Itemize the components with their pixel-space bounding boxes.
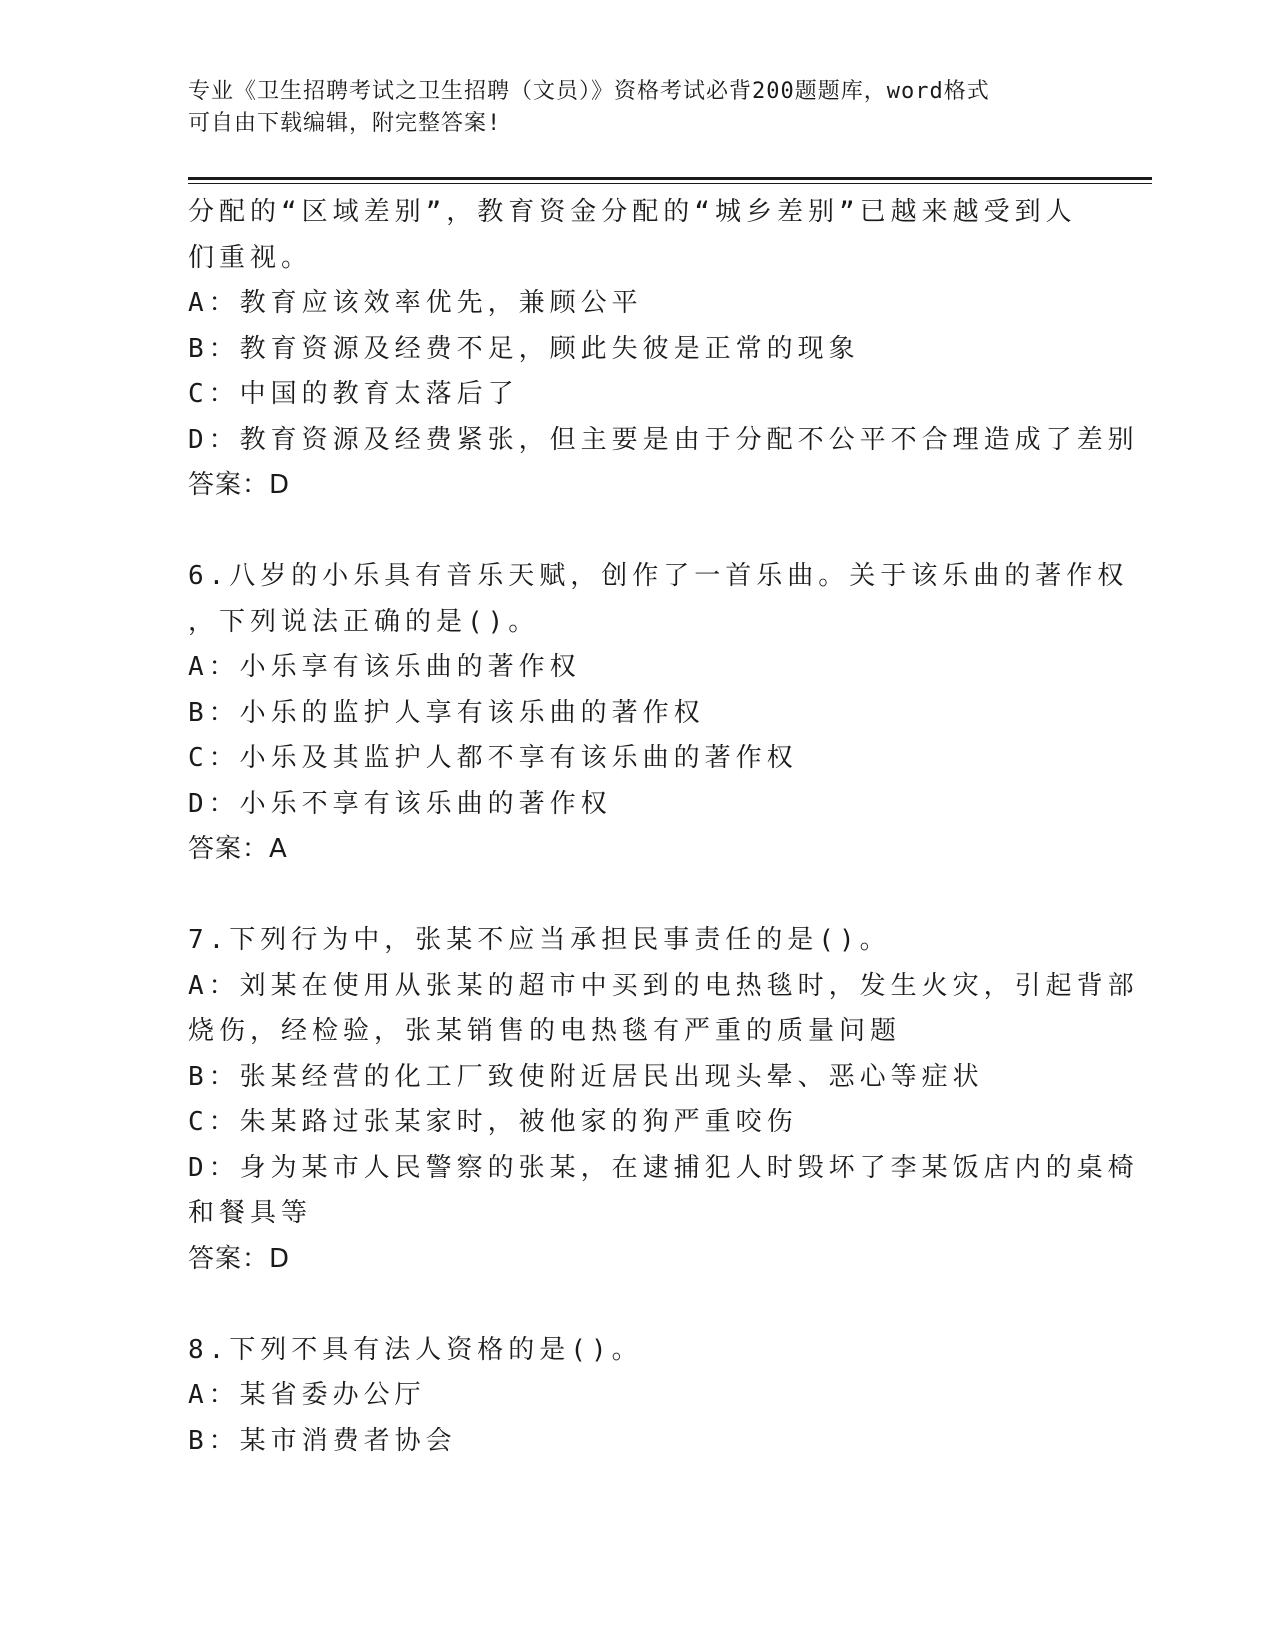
option-a: A：小乐享有该乐曲的著作权 xyxy=(188,652,581,682)
question-list xyxy=(188,190,1139,1464)
option-d: D：身为某市人民警察的张某，在逮捕犯人时毁坏了李某饭店内的桌椅 xyxy=(188,1152,1139,1183)
option-b: B：小乐的监护人享有该乐曲的著作权 xyxy=(188,697,705,728)
header-line-2: 可自由下载编辑，附完整答案! xyxy=(188,111,502,136)
question-8 xyxy=(188,1328,1088,1465)
question-text-line: 6.八岁的小乐具有音乐天赋，创作了一首乐曲。关于该乐曲的著作权 xyxy=(188,561,1129,591)
option-d: D：小乐不享有该乐曲的著作权 xyxy=(188,788,612,819)
question-text-line: 8.下列不具有法人资格的是()。 xyxy=(188,1334,643,1365)
option-d-continued: 和餐具等 xyxy=(188,1198,313,1228)
question-text-line: ，下列说法正确的是()。 xyxy=(188,606,540,637)
answer-line: 答案：D xyxy=(188,470,291,500)
header-rule-thin xyxy=(188,183,1152,184)
question-text-line: 分配的“区域差别”，教育资金分配的“城乡差别”已越来越受到人 xyxy=(188,197,1077,227)
question-6 xyxy=(188,554,1129,873)
spacer xyxy=(188,1282,1088,1328)
option-b: B：教育资源及经费不足，顾此失彼是正常的现象 xyxy=(188,333,860,364)
spacer xyxy=(188,873,1088,919)
spacer xyxy=(188,509,1088,555)
option-c: C：小乐及其监护人都不享有该乐曲的著作权 xyxy=(188,743,798,773)
option-a: A：某省委办公厅 xyxy=(188,1380,426,1410)
answer-line: 答案：A xyxy=(188,834,288,864)
question-text-line: 们重视。 xyxy=(188,242,313,273)
question-text-line: 7.下列行为中，张某不应当承担民事责任的是()。 xyxy=(188,925,891,955)
header-rule-thick xyxy=(188,177,1152,180)
option-d: D：教育资源及经费紧张，但主要是由于分配不公平不合理造成了差别 xyxy=(188,424,1139,455)
header-line-1: 专业《卫生招聘考试之卫生招聘（文员）》资格考试必背200题题库，word格式 xyxy=(188,79,990,104)
option-a-continued: 烧伤，经检验，张某销售的电热毯有严重的质量问题 xyxy=(188,1016,902,1046)
option-c: C：中国的教育太落后了 xyxy=(188,379,519,409)
option-c: C：朱某路过张某家时，被他家的狗严重咬伤 xyxy=(188,1107,798,1137)
option-b: B：某市消费者协会 xyxy=(188,1425,457,1456)
document-header xyxy=(188,76,1068,140)
answer-line: 答案：D xyxy=(188,1243,291,1274)
option-b: B：张某经营的化工厂致使附近居民出现头晕、恶心等症状 xyxy=(188,1061,984,1092)
question-7 xyxy=(188,918,1139,1282)
option-a: A：刘某在使用从张某的超市中买到的电热毯时，发生火灾，引起背部 xyxy=(188,970,1139,1001)
option-a: A：教育应该效率优先，兼顾公平 xyxy=(188,288,643,318)
question-fragment xyxy=(188,190,1139,509)
